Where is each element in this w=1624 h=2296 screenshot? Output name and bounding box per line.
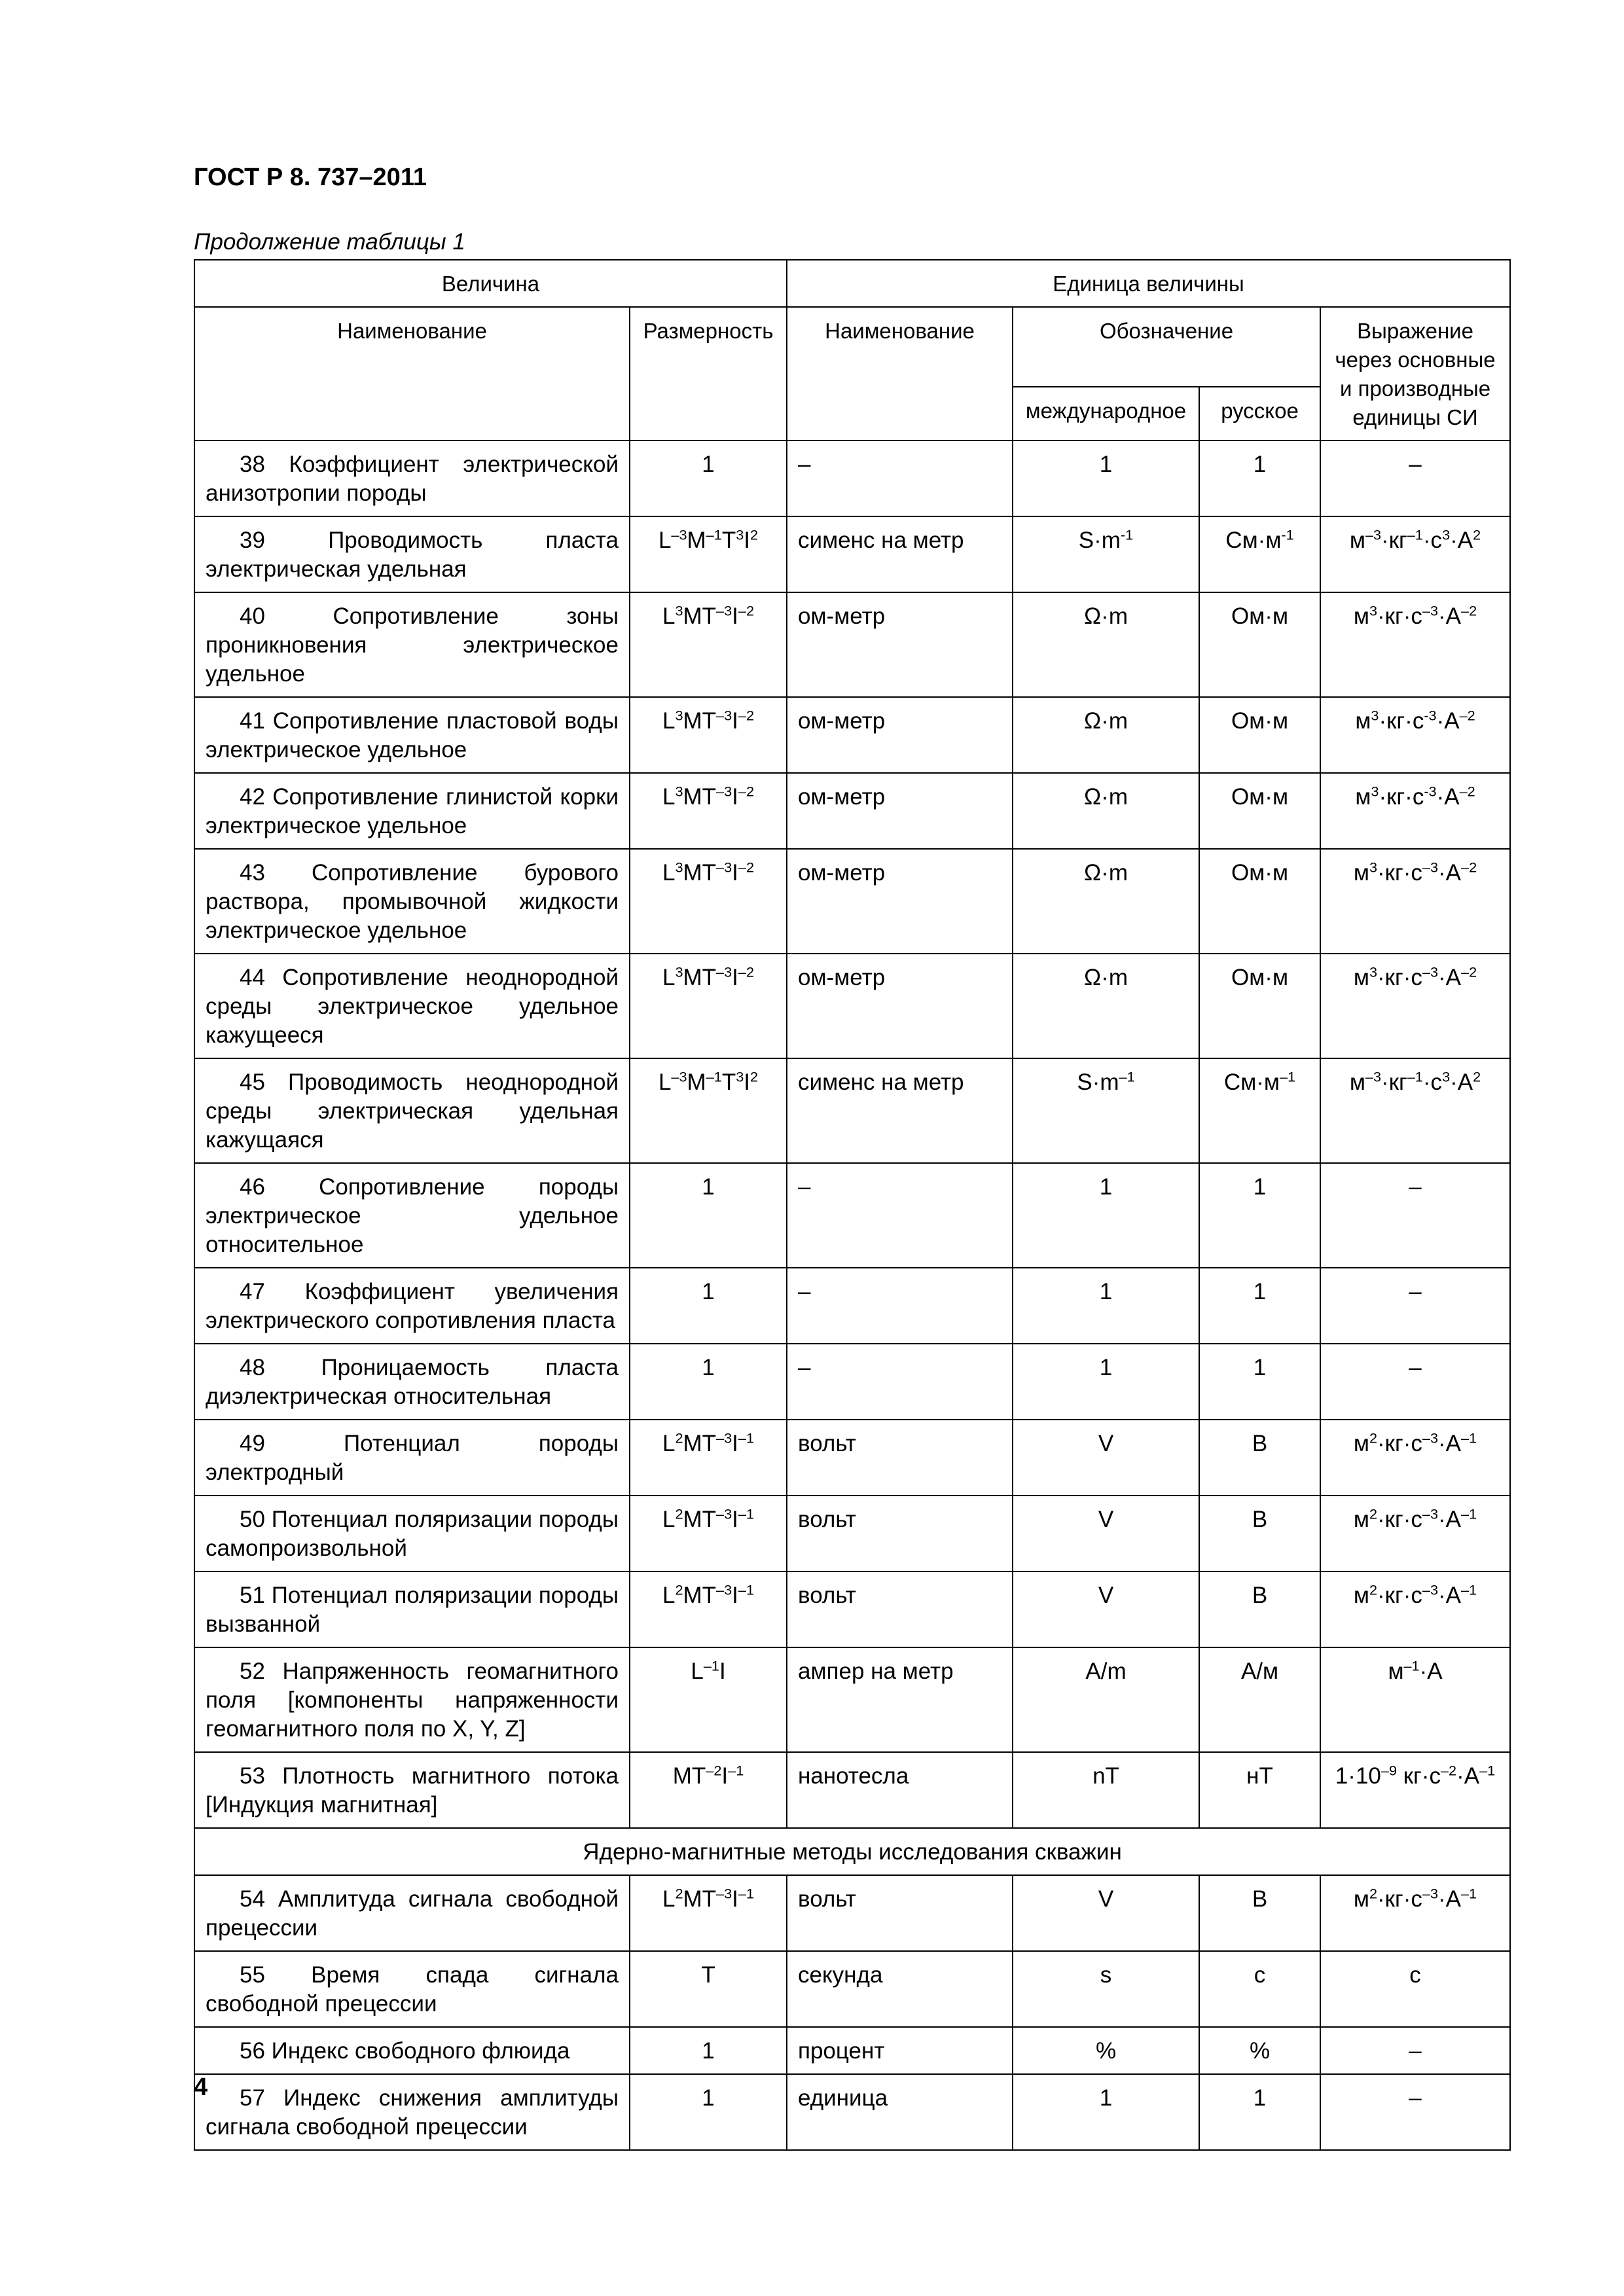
section-row <box>194 1828 1510 1875</box>
row-dimension: $L^2MT^{-3}I^{-1}$ <box>630 1875 787 1951</box>
table-row <box>194 1875 1510 1951</box>
row-dimension: $L^2MT^{-3}I^{-1}$ <box>630 1420 787 1496</box>
row-expression: $м^{-1}\cdot А$ <box>1320 1647 1510 1752</box>
row-international: V <box>1013 1496 1199 1571</box>
row-name-cell <box>194 592 630 697</box>
table-row <box>194 1268 1510 1344</box>
row-international: 1 <box>1013 440 1199 516</box>
row-international: 1 <box>1013 2074 1199 2150</box>
table-row <box>194 1058 1510 1163</box>
row-number: 57 <box>240 2085 265 2111</box>
row-quantity-name: Потенциал поляризации породы вызванной <box>206 1583 619 1637</box>
row-number: 50 <box>240 1507 265 1532</box>
row-russian: 1 <box>1199 1344 1320 1420</box>
row-number: 41 <box>240 708 265 734</box>
row-russian: с <box>1199 1951 1320 2027</box>
row-name-cell <box>194 1268 630 1344</box>
row-dimension: $L^2MT^{-3}I^{-1}$ <box>630 1496 787 1571</box>
row-quantity-name: Проводимость пласта электрическая удельная <box>206 528 619 582</box>
row-dimension: $L^{-3}M^{-1}T^3I^2$ <box>630 1058 787 1163</box>
row-quantity-name: Коэффициент увеличения электрического сопротивления пласта <box>206 1279 619 1333</box>
row-quantity-name: Индекс снижения амплитуды сигнала свободной прецессии <box>206 2085 619 2140</box>
header-dimension: Размерность <box>630 307 787 440</box>
table-row <box>194 1752 1510 1828</box>
page-number: 4 <box>194 2073 208 2101</box>
row-unit-name: – <box>787 1163 1013 1268</box>
row-name-cell <box>194 1647 630 1752</box>
header-russian: русское <box>1199 387 1320 440</box>
row-name-cell <box>194 1875 630 1951</box>
row-quantity-name: Амплитуда сигнала свободной прецессии <box>206 1886 619 1941</box>
row-quantity-name: Проводимость неоднородной среды электрическая удельная кажущаяся <box>206 1069 619 1153</box>
row-international: s <box>1013 1951 1199 2027</box>
section-title: Ядерно-магнитные методы исследования скважин <box>194 1828 1510 1875</box>
row-name-cell <box>194 1163 630 1268</box>
row-dimension: $L^{-3}M^{-1}T^3I^2$ <box>630 516 787 592</box>
row-expression: – <box>1320 1268 1510 1344</box>
row-expression: $м^3\cdot кг\cdot с^{-3}\cdot А^{-2}$ <box>1320 697 1510 773</box>
row-unit-name: ом-метр <box>787 592 1013 697</box>
row-expression: – <box>1320 440 1510 516</box>
row-unit-name: ампер на метр <box>787 1647 1013 1752</box>
row-international: Ω·m <box>1013 697 1199 773</box>
row-quantity-name: Сопротивление породы электрическое удельное относительное <box>206 1174 619 1257</box>
header-expression: Выражение через основные и производные единицы СИ <box>1320 307 1510 440</box>
row-unit-name: сименс на метр <box>787 516 1013 592</box>
row-quantity-name: Сопротивление глинистой корки электрическое удельное <box>206 784 619 838</box>
table-row <box>194 1571 1510 1647</box>
table-row <box>194 592 1510 697</box>
row-quantity-name: Потенциал поляризации породы самопроизвольной <box>206 1507 619 1561</box>
row-expression: – <box>1320 2074 1510 2150</box>
document-code: ГОСТ Р 8. 737–2011 <box>194 164 427 191</box>
row-russian: Ом·м <box>1199 697 1320 773</box>
row-dimension: $L^3MT^{-3}I^{-2}$ <box>630 849 787 954</box>
row-dimension: $MT^{-2}I^{-1}$ <box>630 1752 787 1828</box>
row-russian: В <box>1199 1496 1320 1571</box>
row-quantity-name: Сопротивление зоны проникновения электрическое удельное <box>206 603 619 687</box>
row-international: V <box>1013 1571 1199 1647</box>
table-row <box>194 697 1510 773</box>
row-quantity-name: Индекс свободного флюида <box>271 2038 570 2064</box>
header-name: Наименование <box>194 307 630 440</box>
row-expression: $м^2\cdot кг\cdot с^{-3}\cdot А^{-1}$ <box>1320 1875 1510 1951</box>
units-table <box>194 259 1511 2151</box>
row-expression: $м^{-3}\cdot кг^{-1}\cdot с^3\cdot А^2$ <box>1320 516 1510 592</box>
row-international: Ω·m <box>1013 849 1199 954</box>
row-dimension: 1 <box>630 1344 787 1420</box>
row-number: 42 <box>240 784 265 810</box>
row-international: % <box>1013 2027 1199 2074</box>
row-quantity-name: Время спада сигнала свободной прецессии <box>206 1962 619 2017</box>
table-row <box>194 1647 1510 1752</box>
row-expression: – <box>1320 1163 1510 1268</box>
table-row <box>194 2027 1510 2074</box>
row-russian: А/м <box>1199 1647 1320 1752</box>
row-international: 1 <box>1013 1268 1199 1344</box>
table-row <box>194 954 1510 1058</box>
row-number: 38 <box>240 452 265 477</box>
row-russian: 1 <box>1199 1268 1320 1344</box>
row-name-cell <box>194 1058 630 1163</box>
row-quantity-name: Плотность магнитного потока [Индукция магнитная] <box>206 1763 619 1818</box>
row-dimension: 1 <box>630 2027 787 2074</box>
row-expression: $м^3\cdot кг\cdot с^{-3}\cdot А^{-2}$ <box>1320 849 1510 954</box>
row-expression: $м^2\cdot кг\cdot с^{-3}\cdot А^{-1}$ <box>1320 1571 1510 1647</box>
row-number: 48 <box>240 1355 265 1380</box>
table-row <box>194 2074 1510 2150</box>
row-name-cell <box>194 697 630 773</box>
row-quantity-name: Сопротивление пластовой воды электрическое удельное <box>206 708 619 762</box>
row-russian: В <box>1199 1571 1320 1647</box>
table-row <box>194 1420 1510 1496</box>
row-number: 56 <box>240 2038 265 2064</box>
row-number: 43 <box>240 860 265 886</box>
row-russian: $См\cdot м^{-1}$ <box>1199 516 1320 592</box>
row-russian: Ом·м <box>1199 849 1320 954</box>
row-expression: $м^2\cdot кг\cdot с^{-3}\cdot А^{-1}$ <box>1320 1420 1510 1496</box>
row-dimension: T <box>630 1951 787 2027</box>
row-international: $S\cdot m^{-1}$ <box>1013 1058 1199 1163</box>
row-expression: – <box>1320 2027 1510 2074</box>
row-quantity-name: Проницаемость пласта диэлектрическая относительная <box>206 1355 619 1409</box>
row-russian: 1 <box>1199 1163 1320 1268</box>
table-row <box>194 1951 1510 2027</box>
header-international: международное <box>1013 387 1199 440</box>
row-dimension: 1 <box>630 440 787 516</box>
row-international: 1 <box>1013 1163 1199 1268</box>
row-name-cell <box>194 1951 630 2027</box>
row-number: 54 <box>240 1886 265 1912</box>
row-name-cell <box>194 516 630 592</box>
row-quantity-name: Напряженность геомагнитного поля [компоненты напряженности геомагнитного поля по X, Y, Z] <box>206 1659 619 1742</box>
row-dimension: 1 <box>630 1268 787 1344</box>
row-russian: В <box>1199 1420 1320 1496</box>
row-unit-name: – <box>787 1268 1013 1344</box>
row-name-cell <box>194 1420 630 1496</box>
row-russian: $См\cdot м^{-1}$ <box>1199 1058 1320 1163</box>
row-dimension: $L^3MT^{-3}I^{-2}$ <box>630 697 787 773</box>
row-expression: $м^3\cdot кг\cdot с^{-3}\cdot А^{-2}$ <box>1320 773 1510 849</box>
row-russian: Ом·м <box>1199 592 1320 697</box>
header-quantity: Величина <box>194 260 787 307</box>
row-name-cell <box>194 773 630 849</box>
row-unit-name: сименс на метр <box>787 1058 1013 1163</box>
row-number: 45 <box>240 1069 265 1095</box>
row-unit-name: ом-метр <box>787 697 1013 773</box>
row-international: Ω·m <box>1013 954 1199 1058</box>
row-international: 1 <box>1013 1344 1199 1420</box>
row-name-cell <box>194 440 630 516</box>
row-expression: $м^3\cdot кг\cdot с^{-3}\cdot А^{-2}$ <box>1320 592 1510 697</box>
table-row <box>194 1344 1510 1420</box>
row-unit-name: секунда <box>787 1951 1013 2027</box>
row-unit-name: единица <box>787 2074 1013 2150</box>
row-international: A/m <box>1013 1647 1199 1752</box>
row-number: 47 <box>240 1279 265 1304</box>
row-expression: $м^2\cdot кг\cdot с^{-3}\cdot А^{-1}$ <box>1320 1496 1510 1571</box>
row-russian: 1 <box>1199 440 1320 516</box>
row-number: 52 <box>240 1659 265 1684</box>
row-name-cell <box>194 1752 630 1828</box>
row-unit-name: вольт <box>787 1571 1013 1647</box>
table-body <box>194 440 1510 2150</box>
table-row <box>194 1496 1510 1571</box>
header-unit: Единица величины <box>787 260 1510 307</box>
table-caption: Продолжение таблицы 1 <box>194 229 465 255</box>
row-number: 39 <box>240 528 265 553</box>
row-russian: Ом·м <box>1199 954 1320 1058</box>
row-unit-name: нанотесла <box>787 1752 1013 1828</box>
row-international: $S\cdot m^{-1}$ <box>1013 516 1199 592</box>
row-number: 40 <box>240 603 265 629</box>
row-name-cell <box>194 2074 630 2150</box>
row-russian: В <box>1199 1875 1320 1951</box>
row-dimension: 1 <box>630 1163 787 1268</box>
row-russian: нТ <box>1199 1752 1320 1828</box>
row-expression: с <box>1320 1951 1510 2027</box>
row-dimension: $L^3MT^{-3}I^{-2}$ <box>630 592 787 697</box>
row-expression: $м^{-3}\cdot кг^{-1}\cdot с^3\cdot А^2$ <box>1320 1058 1510 1163</box>
row-russian: 1 <box>1199 2074 1320 2150</box>
row-international: nT <box>1013 1752 1199 1828</box>
row-name-cell <box>194 1496 630 1571</box>
row-unit-name: вольт <box>787 1420 1013 1496</box>
row-expression: $1\cdot 10^{-9}$ $кг\cdot с^{-2}\cdot А^{-1}$ <box>1320 1752 1510 1828</box>
row-number: 49 <box>240 1431 265 1456</box>
row-number: 51 <box>240 1583 265 1608</box>
row-unit-name: – <box>787 440 1013 516</box>
row-unit-name: вольт <box>787 1875 1013 1951</box>
row-expression: $м^3\cdot кг\cdot с^{-3}\cdot А^{-2}$ <box>1320 954 1510 1058</box>
row-quantity-name: Сопротивление бурового раствора, промывочной жидкости электрическое удельное <box>206 860 619 943</box>
table-row <box>194 1163 1510 1268</box>
row-unit-name: – <box>787 1344 1013 1420</box>
row-number: 55 <box>240 1962 265 1988</box>
row-quantity-name: Потенциал породы электродный <box>206 1431 619 1485</box>
row-expression: – <box>1320 1344 1510 1420</box>
row-international: Ω·m <box>1013 773 1199 849</box>
row-russian: % <box>1199 2027 1320 2074</box>
row-name-cell <box>194 1344 630 1420</box>
table-row <box>194 440 1510 516</box>
row-dimension: $L^{-1}I$ <box>630 1647 787 1752</box>
table-row <box>194 516 1510 592</box>
row-international: V <box>1013 1875 1199 1951</box>
row-unit-name: ом-метр <box>787 954 1013 1058</box>
row-name-cell <box>194 954 630 1058</box>
row-dimension: 1 <box>630 2074 787 2150</box>
row-number: 53 <box>240 1763 265 1789</box>
table-row <box>194 773 1510 849</box>
row-unit-name: процент <box>787 2027 1013 2074</box>
table-row <box>194 849 1510 954</box>
header-designation: Обозначение <box>1013 307 1320 387</box>
row-dimension: $L^2MT^{-3}I^{-1}$ <box>630 1571 787 1647</box>
row-dimension: $L^3MT^{-3}I^{-2}$ <box>630 954 787 1058</box>
row-number: 44 <box>240 965 265 990</box>
row-quantity-name: Сопротивление неоднородной среды электрическое удельное кажущееся <box>206 965 619 1048</box>
row-dimension: $L^3MT^{-3}I^{-2}$ <box>630 773 787 849</box>
row-name-cell <box>194 1571 630 1647</box>
row-name-cell <box>194 849 630 954</box>
row-international: Ω·m <box>1013 592 1199 697</box>
row-unit-name: ом-метр <box>787 773 1013 849</box>
row-number: 46 <box>240 1174 265 1200</box>
header-unit-name: Наименование <box>787 307 1013 440</box>
row-unit-name: вольт <box>787 1496 1013 1571</box>
row-international: V <box>1013 1420 1199 1496</box>
row-russian: Ом·м <box>1199 773 1320 849</box>
row-unit-name: ом-метр <box>787 849 1013 954</box>
row-name-cell <box>194 2027 630 2074</box>
row-quantity-name: Коэффициент электрической анизотропии породы <box>206 452 619 506</box>
